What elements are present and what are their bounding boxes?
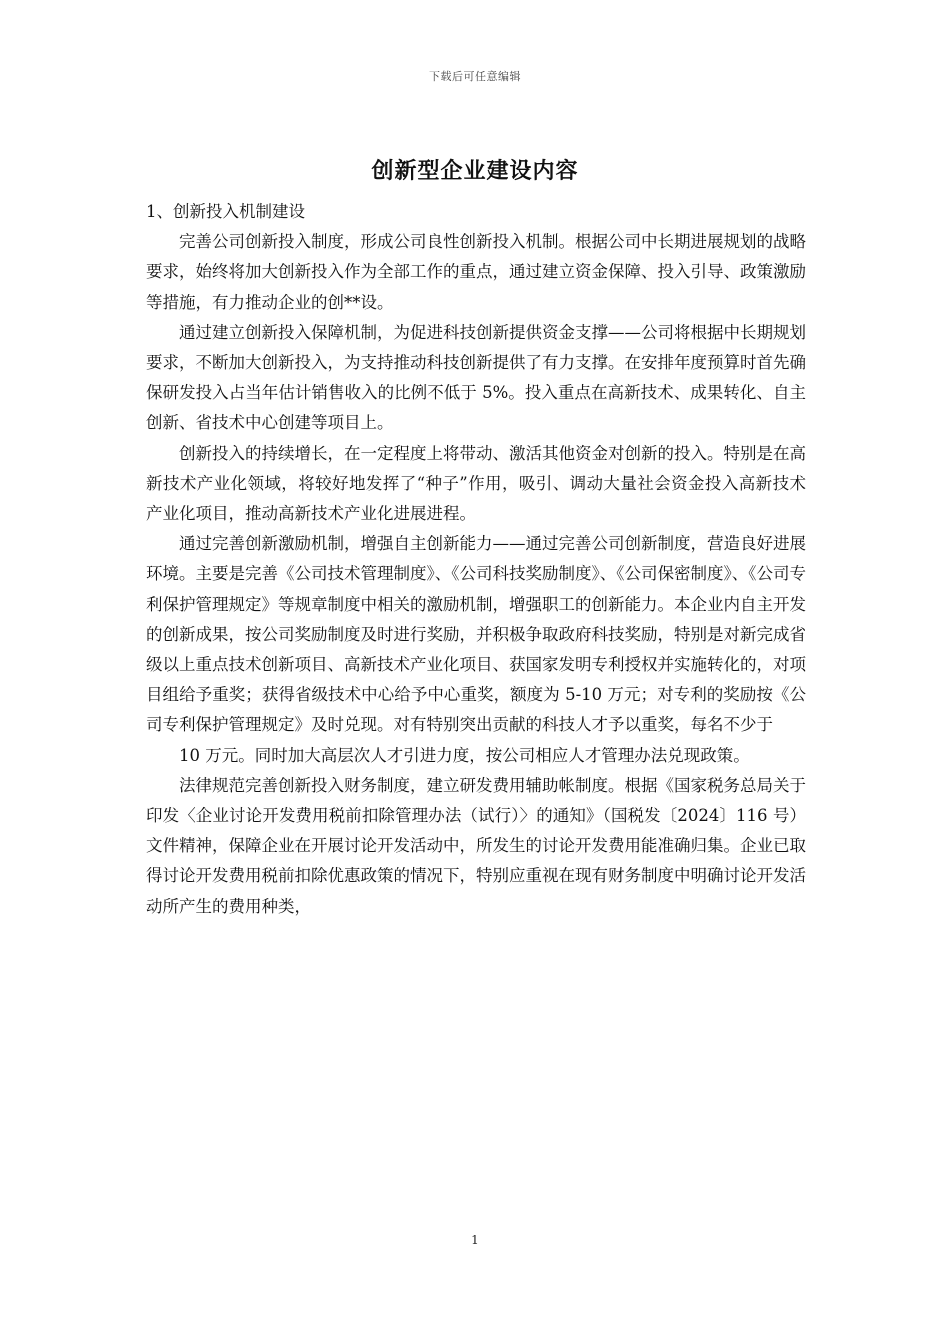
paragraph-3: 创新投入的持续增长，在一定程度上将带动、激活其他资金对创新的投入。特别是在高新技术产业化领域，将较好地发挥了“种子”作用，吸引、调动大量社会资金投入高新技术产业化项目，推动高新技术产业化进展进程。 [146,443,806,524]
document-body [146,197,806,922]
paragraph-6: 法律规范完善创新投入财务制度，建立研发费用辅助帐制度。根据《国家税务总局关于印发〈企业讨论开发费用税前扣除管理办法（试行）〉的通知》（国税发〔2024〕116 号）文件精神，保障企业在开展讨论开发活动中，所发生的讨论开发费用能准确归集。企业已取得讨论开发费用税前扣除优惠政策的情况下，特别应重视在现有财务制度中明确讨论开发活动所产生的费用种类， [146,775,806,916]
paragraph-1: 完善公司创新投入制度，形成公司良性创新投入机制。根据公司中长期进展规划的战略要求，始终将加大创新投入作为全部工作的重点，通过建立资金保障、投入引导、政策激励等措施，有力推动企业的创**设。 [146,232,806,312]
paragraph-2: 通过建立创新投入保障机制，为促进科技创新提供资金支撑——公司将根据中长期规划要求，不断加大创新投入，为支持推动科技创新提供了有力支撑。在安排年度预算时首先确保研发投入占当年估计销售收入的比例不低于 5%。投入重点在高新技术、成果转化、自主创新、省技术中心创建等项目上。 [146,322,806,433]
page-number: 1 [471,1233,479,1247]
paragraph-5: 10 万元。同时加大高层次人才引进力度，按公司相应人才管理办法兑现政策。 [179,745,750,765]
header-note: 下载后可任意编辑 [429,70,521,83]
paragraph-4: 通过完善创新激励机制，增强自主创新能力——通过完善公司创新制度，营造良好进展环境。主要是完善《公司技术管理制度》、《公司科技奖励制度》、《公司保密制度》、《公司专利保护管理规定》等规章制度中相关的激励机制，增强职工的创新能力。本企业内自主开发的创新成果，按公司奖励制度及时进行奖励，并积极争取政府科技奖励，特别是对新完成省级以上重点技术创新项目、高新技术产业化项目、获国家发明专利授权并实施转化的，对项目组给予重奖；获得省级技术中心给予中心重奖，额度为 5-10 万元；对专利的奖励按《公司专利保护管理规定》及时兑现。对有特别突出贡献的科技人才予以重奖，每名不少于 [146,534,806,735]
document-title: 创新型企业建设内容 [371,158,579,184]
section-heading: 1、创新投入机制建设 [146,202,305,221]
